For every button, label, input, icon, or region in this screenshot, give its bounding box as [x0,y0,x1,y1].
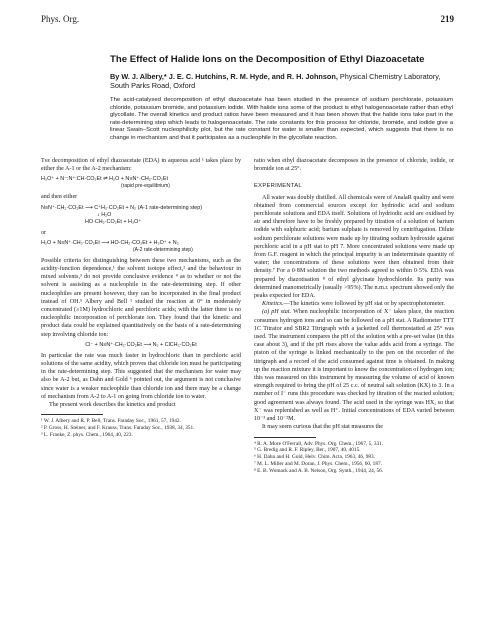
journal-name: Phys. Org. [41,14,80,24]
intro-lead: The [41,158,51,164]
intro-paragraph [41,157,241,173]
equation-1-body: H₃O⁺ + N⁻:N⁺:CH·CO₂Et ⇌ H₂O + N≡N⁺·CH₂·CO₂Et [41,176,168,183]
equation-3 [41,240,241,254]
paragraph-kinetics [254,300,454,308]
author-affiliation: Physical Chemistry Laboratory, South Parks Road, Oxford [110,72,441,90]
paragraph-ratio: ratio when ethyl diazoacetate decomposes in the presence of chloride, iodide, or bromide ion at 25°. [254,158,454,173]
footnotes-right [254,441,454,475]
footnote: ⁷ M. L. Miller and M. Doran, J. Phys. Chem., 1956, 60, 187. [254,460,382,467]
equation-3-note: (A-2 rate-determining step) [133,246,193,253]
footnote-rule [41,414,103,415]
abstract: The acid-catalysed decomposition of ethyl diazoacetate has been studied in the presence of sodium perchlorate, potassium chloride, potassium bromide, and potassium iodide. With halide ions some of the product is ethyl halogenoacetate rather than ethyl glycollate. The overall kinetics and product ratios have been measured and it has been shown that the halide ions take part in the rate-determining step which leads to halogenoacetate. The rate constants for this process for chloride, bromide, and iodide give a linear Swain–Scott nucleophilicity plot, but the rate constant for water is smaller than expected, which suggests that there is no change in mechanism and that it participates as a nucleophile in the glycollate reaction. [110,97,453,141]
equation-3-body: H₂O + N≡N⁺·CH₂·CO₂Et ⟶ HO·CH₂·CO₂Et + H₃O⁺ + N₂ [41,239,179,246]
kinetics-label: Kinetics. [262,301,284,308]
paragraph-curious: It may seem curious that the pH stat measures the [262,424,383,431]
footnote: ⁴ R. A. More O'Ferrall, Adv. Phys. Org. Chem., 1967, 5, 331. [254,440,384,447]
equation-1-note: (rapid pre-equilibrium) [121,183,170,190]
footnote-rule [254,437,316,438]
article-title: The Effect of Halide Ions on the Decomposition of Ethyl Diazoacetate [110,54,425,65]
equation-2-product: HO·CH₂·CO₂Et + H₃O⁺ [85,218,142,225]
kinetics-text: —The kinetics were followed by pH stat or by spectrophotometer. [283,301,445,308]
footnote: ⁶ H. Dahn and H. Gold, Helv. Chim. Acta, 1963, 46, 983. [254,454,375,461]
footnotes-left [41,418,241,438]
equation-1 [41,176,241,190]
or-text: or [41,229,47,236]
then-either-text: and then either [41,194,78,201]
footnote: ³ L. Franke, Z. phys. Chem., 1964, 40, 223. [41,431,133,438]
paragraph-particular: In particular the rate was much faster in hydrochloric than in perchloric acid solutions of the same acidity, which proves that chloride ion must be participating in the rate-determining step. This suggested that the mechanism for water may also be A-2 but, as Dahn and Gold ⁶ pointed out, the argument is not conclusive since water is a weaker nucleophile than chloride ion and there may be a change of mechanism from A-2 to A-1 on going from chloride ion to water. [41,352,241,400]
equation-2-body: N≡N⁺·CH₂·CO₂Et ⟶ C⁺H₂·CO₂Et + N₂ (A-1 rate-determining step) [41,204,203,211]
paragraph-criteria: Possible criteria for distinguishing between these two mechanisms, such as the acidity-function dependence,¹ the solvent isotope effect,² and the behaviour in mixed solvents,³ do not provide conclusive evidence ⁴ as to whether or not the solvent is assisting as a nucleophile in the rate-determining step. If other nucleophiles are present however, they can be incorporated in the final product instead of OH.⁵ Albery and Bell ¹ studied the reaction at 0° in moderately concentrated (≥1M) hydrochloric and perchloric acids; with the latter there is no nucleophilic incorporation of perchlorate ion. They found that the kinetic and product data could be explained quantitatively on the basis of a rate-determining step involving chloride ion: [41,257,241,338]
section-heading-experimental: EXPERIMENTAL [254,183,302,190]
paragraph-present-work: The present work describes the kinetics and product [49,402,176,409]
paragraph-materials: All water was doubly distilled. All chemicals were of AnalaR quality and were obtained from commercial sources except for hydriodic acid and sodium perchlorate solutions and EDA itself. Solutions of hydriodic acid are oxidised by air and therefore have to be freshly prepared by titration of a solution of barium iodide with sulphuric acid; barium sulphate is removed by centrifugation. Dilute sodium perchlorate solutions were made up by titrating sodium hydroxide against perchloric acid in a pH stat to pH 7. More concentrated solutions were made up from G.F. reagent in which the principal impurity is an indeterminate quantity of water; the concentrations of these solutions were then obtained from their density.⁷ For a 0·8M solution the two methods agreed to within 0·5%. EDA was prepared by diazotisation ⁸ of ethyl glycinate hydrochloride. Its purity was determined manometrically (usually >95%). The n.m.r. spectrum showed only the peaks expected for EDA. [254,194,454,300]
equation-2-water: ↓ H₂O [97,211,112,218]
author-block [110,72,460,90]
left-column [41,157,241,439]
footnote: ⁵ G. Bredig and R. F. Ripley, Ber., 1907, 40, 4015. [254,447,361,454]
page-number: 219 [440,14,454,24]
footnote: ⁸ E. B. Womack and A. B. Nelson, Org. Synth., 1944, 24, 56. [254,467,384,474]
author-names: By W. J. Albery,* J. E. C. Hutchins, R. M. Hyde, and R. H. Johnson, [110,72,338,81]
ph-stat-text: When nucleophilic incorporation of X⁻ takes place, the reaction consumes hydrogen ions and so can be followed on a pH stat. A Radiometer TTT 1C Titrator and SBR2 Titrigraph with a jacketted cell thermostatted at 25° was used. The instrument compares the pH of the solution with a pre-set value (in this case about 3), and if the pH rises above the value adds acid from a syringe. The piston of the syringe is linked mechanically to the pen on the recorder of the titrigraph and a record of the acid consumed against time is obtained. In making up the reaction mixture it is important to know the concentration of hydrogen ion; this was measured on this instrument by measuring the volume of acid of known strength required to bring the pH of 25 c.c. of neutral salt solution (KX) to 3. In a number of I⁻ runs this procedure was checked by titration of the reacted solution; good agreement was always found. The acid used in the syringe was HX, so that X⁻ was replenished as well as H⁺. Initial concentrations of EDA varied between 10⁻³ and 10⁻²M. [254,309,454,423]
equation-2 [41,205,241,226]
right-column [254,157,454,474]
running-header [41,14,454,26]
footnote: ² P. Gross, H. Steiner, and F. Krauss, Trans. Faraday Soc., 1938, 34, 351. [41,425,195,432]
intro-text: decomposition of ethyl diazoacetate (EDA) in aqueous acid ¹ takes place by either the A-1 or the A-2 mechanism: [41,158,241,173]
ph-stat-label: (a) pH stat. [262,309,292,316]
paragraph-ph-stat [254,308,454,423]
equation-4: Cl⁻ + N≡N⁺·CH₂·CO₂Et ⟶ N₂ + ClCH₂·CO₂Et [85,341,197,348]
footnote: ¹ W. J. Albery and R. P. Bell, Trans. Faraday Soc., 1961, 57, 1942. [41,418,181,425]
